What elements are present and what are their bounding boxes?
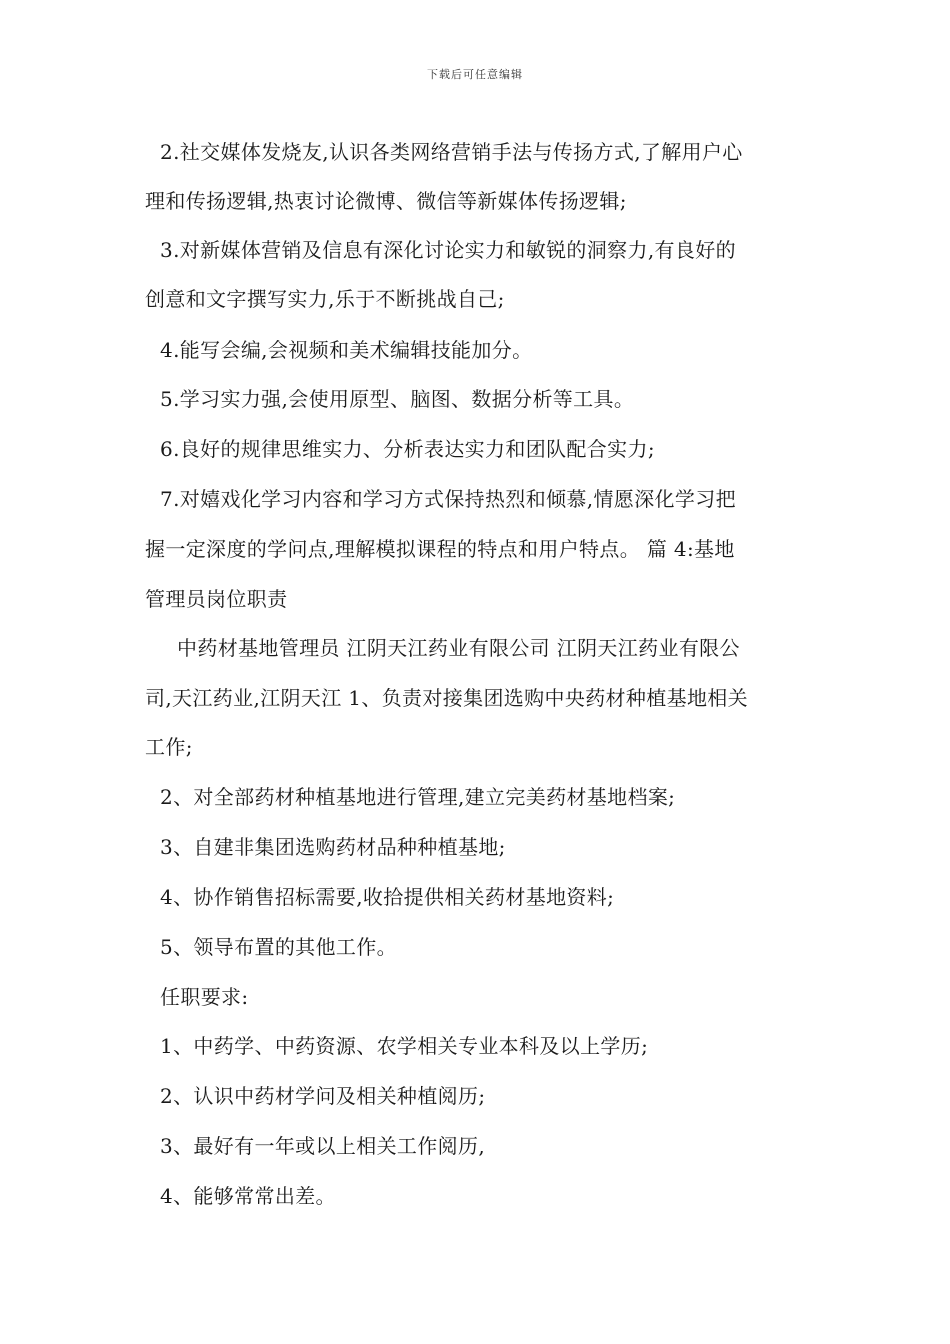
- paragraph-line: 5、领导布置的其他工作。: [160, 935, 397, 959]
- paragraph-line: 理和传扬逻辑,热衷讨论微博、微信等新媒体传扬逻辑;: [145, 189, 627, 213]
- page-header: 下载后可任意编辑: [427, 68, 523, 81]
- paragraph-line: 创意和文字撰写实力,乐于不断挑战自己;: [145, 287, 505, 311]
- paragraph-line: 2、对全部药材种植基地进行管理,建立完美药材基地档案;: [160, 785, 676, 809]
- paragraph-line: 握一定深度的学问点,理解模拟课程的特点和用户特点。 篇 4:基地: [145, 537, 735, 561]
- paragraph-line: 管理员岗位职责: [145, 587, 288, 611]
- paragraph-line: 6.良好的规律思维实力、分析表达实力和团队配合实力;: [160, 437, 655, 461]
- paragraph-line: 5.学习实力强,会使用原型、脑图、数据分析等工具。: [160, 387, 635, 411]
- paragraph-line: 工作;: [145, 735, 193, 759]
- paragraph-line: 2.社交媒体发烧友,认识各类网络营销手法与传扬方式,了解用户心: [160, 140, 743, 164]
- paragraph-line: 3、最好有一年或以上相关工作阅历,: [160, 1134, 486, 1158]
- paragraph-line: 4、协作销售招标需要,收拾提供相关药材基地资料;: [160, 885, 615, 909]
- paragraph-line: 2、认识中药材学问及相关种植阅历;: [160, 1084, 486, 1108]
- paragraph-line: 3、自建非集团选购药材品种种植基地;: [160, 835, 506, 859]
- paragraph-line: 7.对嬉戏化学习内容和学习方式保持热烈和倾慕,情愿深化学习把: [160, 487, 736, 511]
- paragraph-line: 1、中药学、中药资源、农学相关专业本科及以上学历;: [160, 1034, 649, 1058]
- paragraph-line: 3.对新媒体营销及信息有深化讨论实力和敏锐的洞察力,有良好的: [160, 238, 736, 262]
- paragraph-line: 中药材基地管理员 江阴天江药业有限公司 江阴天江药业有限公: [177, 636, 740, 660]
- paragraph-line: 4、能够常常出差。: [160, 1184, 336, 1208]
- paragraph-line: 司,天江药业,江阴天江 1、负责对接集团选购中央药材种植基地相关: [145, 686, 748, 710]
- paragraph-line: 任职要求:: [160, 985, 249, 1009]
- paragraph-line: 4.能写会编,会视频和美术编辑技能加分。: [160, 338, 533, 362]
